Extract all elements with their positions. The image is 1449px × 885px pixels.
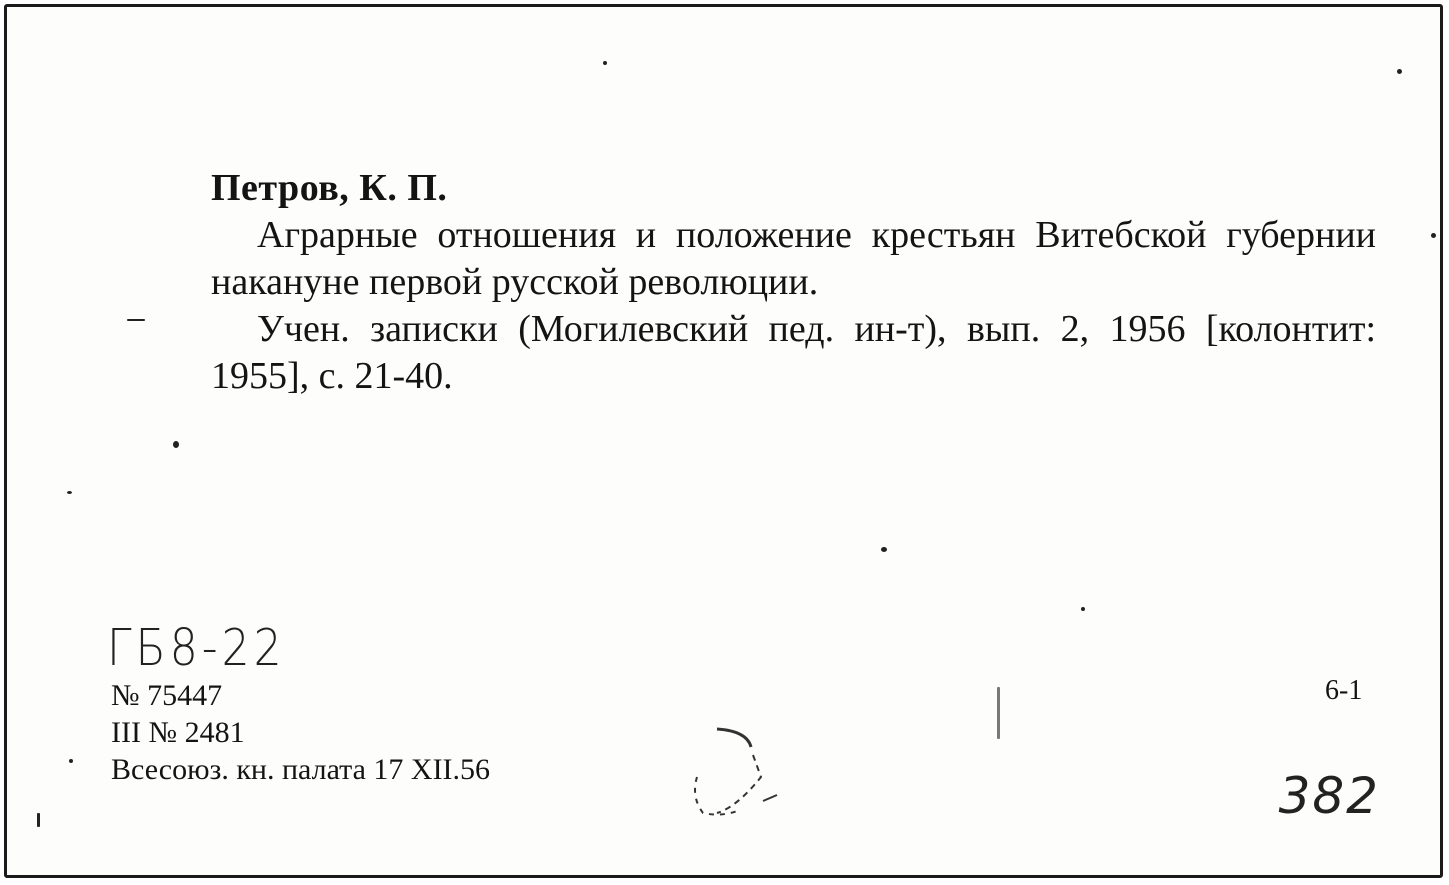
shelf-mark: ГБ8-22 (107, 619, 286, 678)
series-number: III № 2481 (111, 716, 245, 749)
speck (173, 441, 179, 448)
source-line: Учен. записки (Могилевский пед. ин-т), вып. 2, 1956 [колонтит: 1955], с. 21-40. (211, 308, 1376, 397)
speck (1081, 607, 1085, 611)
card-number: № 75447 (111, 679, 223, 712)
speck (1431, 233, 1436, 238)
title-line: Аграрные отношения и положение крестьян Витебской губернии накануне первой русской революции. (211, 214, 1376, 303)
bibliographic-entry (211, 165, 1376, 400)
speck (69, 759, 73, 763)
speck (67, 491, 72, 494)
catalog-card (4, 4, 1443, 878)
speck (1397, 69, 1402, 74)
author: Петров, К. П. (211, 167, 448, 209)
stamp-trace (677, 717, 787, 847)
card-code: 6-1 (1325, 675, 1363, 706)
speck (603, 61, 607, 65)
inventory-number: 382 (1278, 767, 1380, 825)
speck (997, 687, 1000, 739)
chamber-imprint: Всесоюз. кн. палата 17 XII.56 (111, 753, 491, 786)
imprint-block (111, 677, 490, 788)
speck (881, 547, 887, 552)
speck (37, 813, 40, 827)
speck (127, 319, 145, 321)
